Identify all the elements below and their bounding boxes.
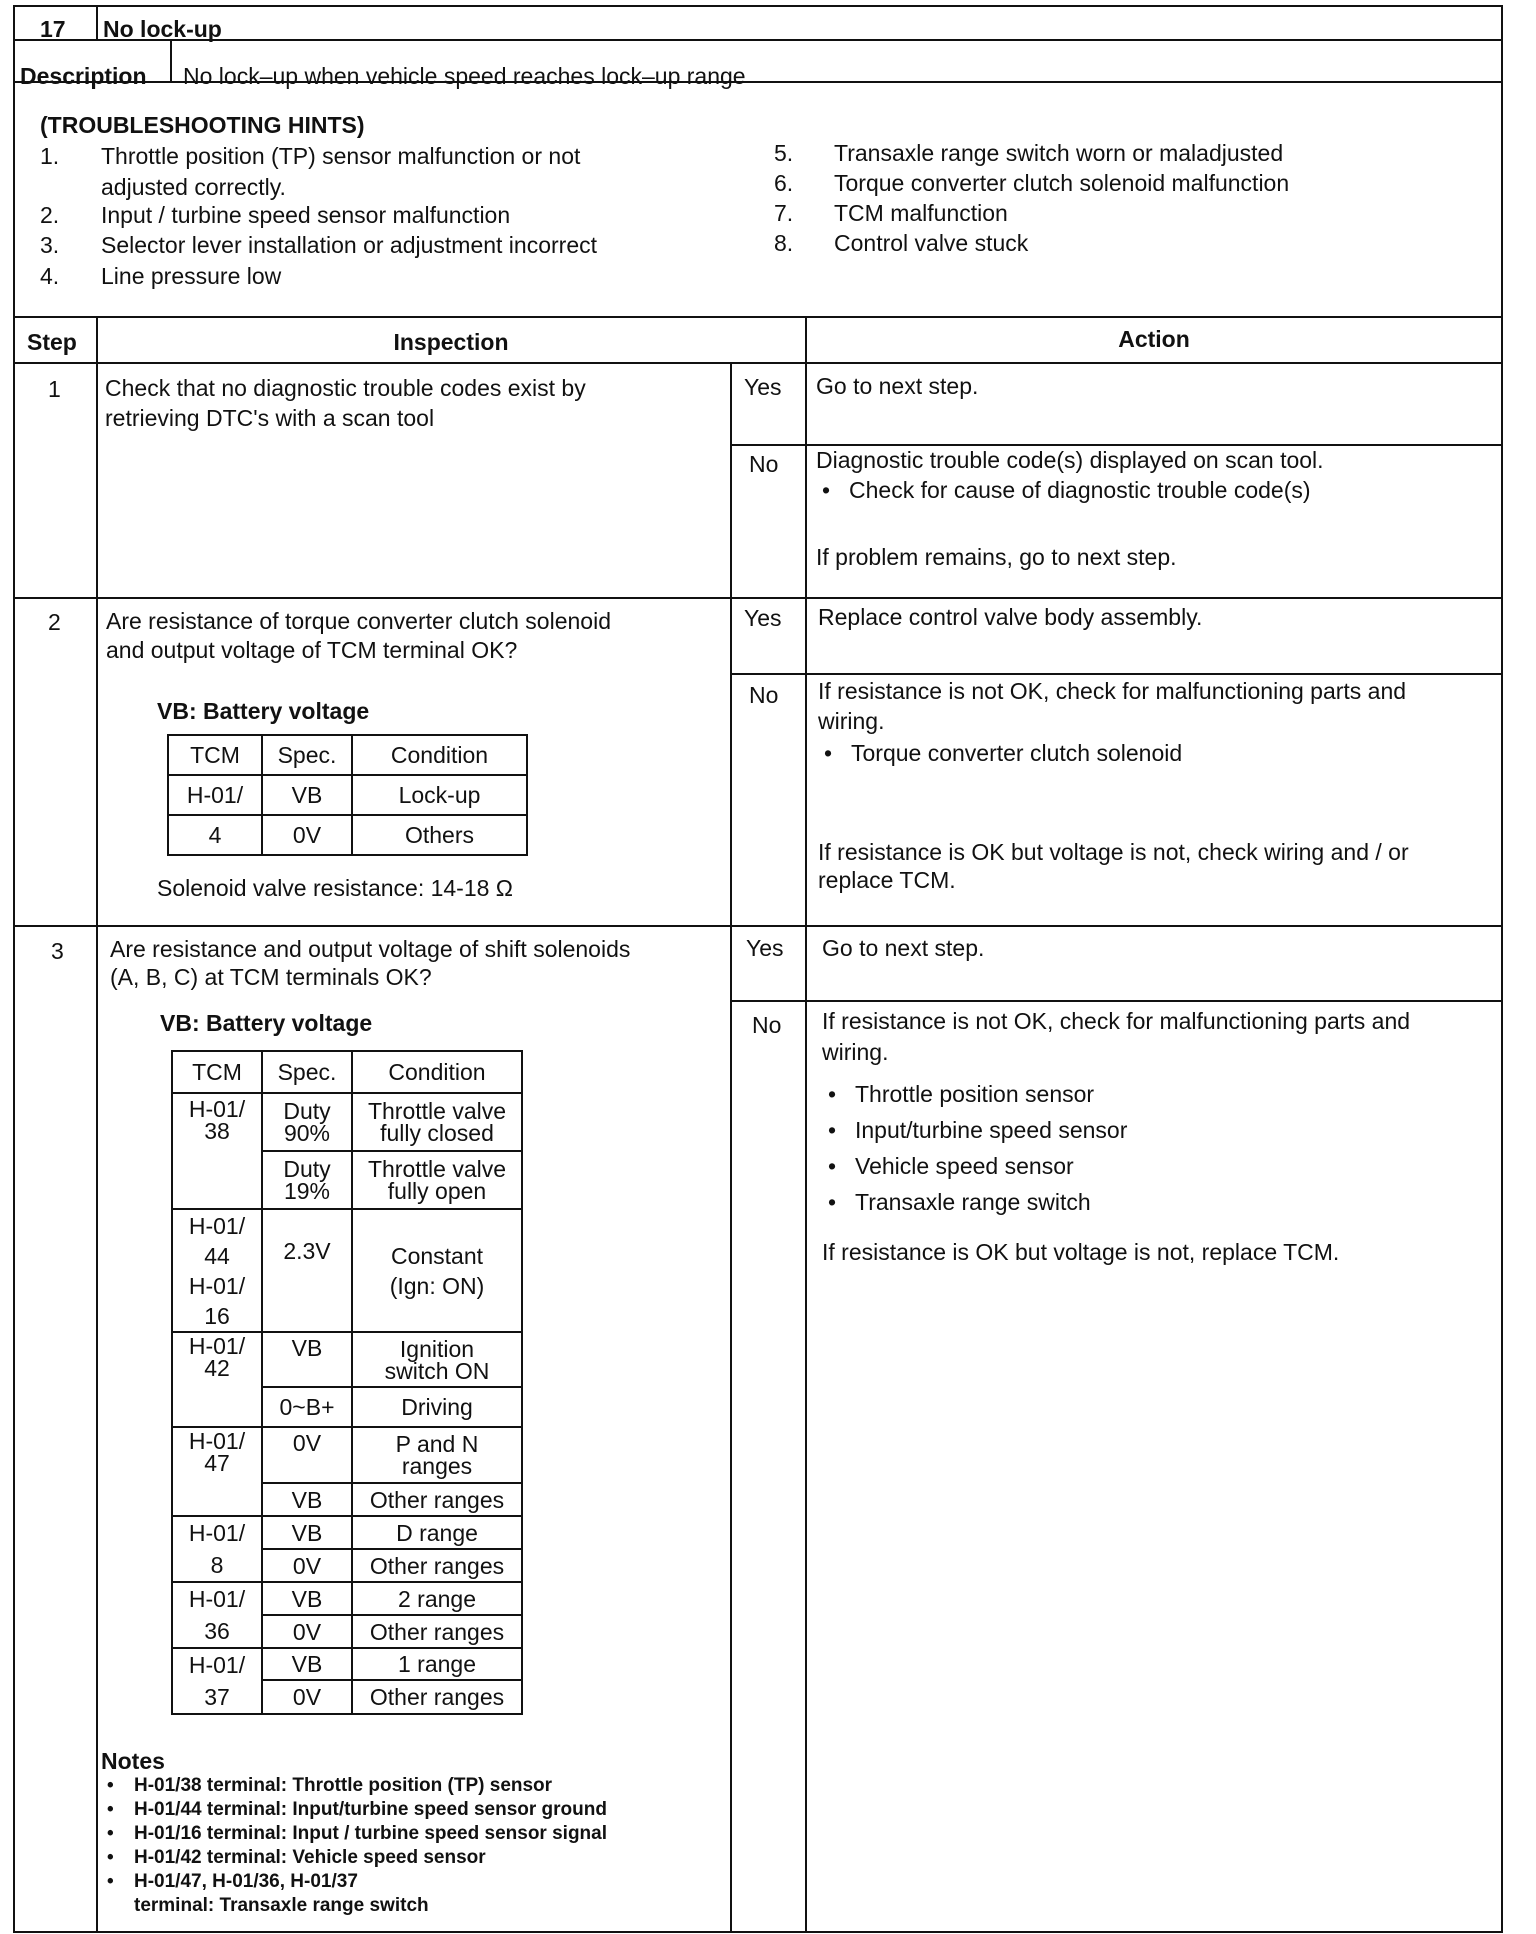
inspection-text: Check that no diagnostic trouble codes exist by <box>105 375 586 401</box>
terminal-cell: 4 <box>168 815 262 855</box>
spec-line: Duty <box>283 1156 331 1182</box>
list-item: • H-01/42 terminal: Vehicle speed sensor <box>101 1846 607 1870</box>
condition-line: (Ign: ON) <box>389 1272 485 1299</box>
list-item: • H-01/44 terminal: Input/turbine speed sensor ground <box>101 1798 607 1822</box>
terminal-line: 36 <box>204 1618 230 1644</box>
spec-cell <box>262 1209 352 1332</box>
notes-continuation: terminal: Transaxle range switch <box>134 1895 429 1916</box>
page-title: No lock-up <box>103 16 222 42</box>
divider <box>96 7 98 39</box>
divider <box>15 39 1503 41</box>
hint-number: 6. <box>774 170 794 196</box>
inspection-text: Are resistance of torque converter clutch solenoid <box>106 608 611 634</box>
notes-section <box>101 1748 607 1918</box>
divider <box>730 362 732 1933</box>
spec-cell: VB <box>262 1483 352 1516</box>
action-text: replace TCM. <box>818 867 956 893</box>
condition-cell: Other ranges <box>352 1483 522 1516</box>
table-header: Condition <box>352 735 527 775</box>
item-number: 17 <box>40 16 66 42</box>
divider <box>170 39 172 81</box>
spec-cell: 0V <box>262 1615 352 1648</box>
terminal-line: H-01/ <box>188 1652 246 1678</box>
condition-cell: Other ranges <box>352 1680 522 1714</box>
divider <box>730 673 1503 675</box>
terminal-cell <box>172 1427 262 1516</box>
action-text: If resistance is OK but voltage is not, check wiring and / or <box>818 839 1409 865</box>
hint-text: adjusted correctly. <box>101 174 286 200</box>
table-header: Spec. <box>262 735 352 775</box>
divider <box>15 362 1503 364</box>
step-number: 1 <box>48 376 61 402</box>
inspection-text: retrieving DTC's with a scan tool <box>105 405 435 431</box>
condition-line: Ignition <box>399 1335 475 1362</box>
spec-line: 19% <box>283 1178 331 1204</box>
vb-label: VB: Battery voltage <box>157 698 370 724</box>
yes-label: Yes <box>744 374 782 400</box>
condition-line: ranges <box>401 1453 473 1479</box>
terminal-cell: H-01/ <box>168 775 262 815</box>
condition-cell <box>352 1332 522 1387</box>
resistance-text: Solenoid valve resistance: 14-18 Ω <box>157 875 514 901</box>
condition-line: fully open <box>387 1178 487 1204</box>
table-header: TCM <box>168 735 262 775</box>
terminal-line: 44 <box>204 1242 230 1269</box>
action-text: wiring. <box>822 1039 889 1065</box>
spec-cell <box>262 1151 352 1209</box>
list-item: • Transaxle range switch <box>822 1184 1127 1220</box>
condition-cell <box>352 1151 522 1209</box>
condition-cell: Other ranges <box>352 1549 522 1582</box>
terminal-cell <box>172 1209 262 1332</box>
inspection-text: and output voltage of TCM terminal OK? <box>106 637 518 663</box>
hint-number: 2. <box>40 202 60 228</box>
hint-text: Input / turbine speed sensor malfunction <box>101 202 511 228</box>
spec-cell: VB <box>262 775 352 815</box>
terminal-line: 42 <box>204 1355 230 1381</box>
column-header-inspection: Inspection <box>393 329 509 355</box>
spec-line: 90% <box>283 1120 331 1146</box>
action-text: Go to next step. <box>816 373 979 399</box>
action-text: If problem remains, go to next step. <box>816 544 1177 570</box>
spec-cell: VB <box>262 1582 352 1615</box>
action-text: wiring. <box>818 708 885 734</box>
list-item: • Vehicle speed sensor <box>822 1148 1127 1184</box>
divider <box>805 316 807 1933</box>
divider <box>15 925 1503 927</box>
terminal-line: H-01/ <box>188 1096 246 1122</box>
description-label: Description <box>20 63 147 89</box>
terminal-cell <box>172 1582 262 1648</box>
step-number: 2 <box>48 609 61 635</box>
spec-cell: VB <box>262 1516 352 1549</box>
terminal-line: 8 <box>210 1552 224 1578</box>
action-text: Replace control valve body assembly. <box>818 604 1203 630</box>
hint-text: Throttle position (TP) sensor malfunction or not <box>101 143 581 169</box>
action-text: If resistance is OK but voltage is not, replace TCM. <box>822 1239 1340 1265</box>
terminal-cell <box>172 1093 262 1209</box>
condition-cell: Other ranges <box>352 1615 522 1648</box>
spec-cell: VB <box>262 1648 352 1680</box>
condition-cell: 2 range <box>352 1582 522 1615</box>
hints-title: (TROUBLESHOOTING HINTS) <box>40 112 365 138</box>
spec-cell <box>262 1332 352 1387</box>
vb-label: VB: Battery voltage <box>160 1010 373 1036</box>
spec-line: VB <box>291 1335 323 1361</box>
condition-line: fully closed <box>380 1120 494 1146</box>
terminal-line: H-01/ <box>188 1428 246 1454</box>
list-item: • Torque converter clutch solenoid <box>818 740 1182 767</box>
no-label: No <box>752 1012 782 1038</box>
spec-cell: 0V <box>262 1680 352 1714</box>
list-item: • H-01/16 terminal: Input / turbine speed sensor signal <box>101 1822 607 1846</box>
hint-number: 5. <box>774 140 794 166</box>
column-header-action: Action <box>1118 326 1190 352</box>
terminal-cell <box>172 1332 262 1427</box>
tcm-spec-table <box>167 734 528 856</box>
spec-cell: 0V <box>262 1549 352 1582</box>
terminal-cell <box>172 1516 262 1582</box>
action-bullets <box>816 477 1311 504</box>
inspection-text: (A, B, C) at TCM terminals OK? <box>110 964 432 990</box>
notes-list <box>101 1774 607 1894</box>
terminal-line: 37 <box>204 1684 230 1710</box>
condition-cell: 1 range <box>352 1648 522 1680</box>
condition-line: P and N <box>395 1431 479 1457</box>
terminal-line: H-01/ <box>188 1586 246 1612</box>
inspection-text: Are resistance and output voltage of shift solenoids <box>110 936 631 962</box>
divider <box>96 316 98 1933</box>
list-item: • H-01/38 terminal: Throttle position (TP) sensor <box>101 1774 607 1798</box>
spec-cell: 0~B+ <box>262 1387 352 1427</box>
terminal-cell <box>172 1648 262 1714</box>
list-item: • Check for cause of diagnostic trouble code(s) <box>816 477 1311 504</box>
condition-cell: Lock-up <box>352 775 527 815</box>
terminal-line: H-01/ <box>188 1520 246 1546</box>
condition-line: Throttle valve <box>367 1156 507 1182</box>
spec-cell: 0V <box>262 815 352 855</box>
action-bullets <box>818 740 1182 767</box>
action-text: If resistance is not OK, check for malfunctioning parts and <box>818 678 1407 704</box>
terminal-line: H-01/ <box>188 1272 246 1299</box>
list-item: • H-01/47, H-01/36, H-01/37 <box>101 1870 607 1894</box>
hint-number: 3. <box>40 232 60 258</box>
terminal-line: 16 <box>204 1302 230 1329</box>
hint-number: 4. <box>40 263 60 289</box>
hint-number: 8. <box>774 230 794 256</box>
tcm-spec-table <box>171 1050 523 1715</box>
action-bullets <box>822 1076 1127 1220</box>
spec-line: 2.3V <box>283 1238 331 1264</box>
spec-line: 0V <box>292 1430 322 1456</box>
action-text: Diagnostic trouble code(s) displayed on scan tool. <box>816 447 1324 473</box>
terminal-line: H-01/ <box>188 1212 246 1239</box>
hint-text: Line pressure low <box>101 263 282 289</box>
column-header-step: Step <box>27 329 77 355</box>
list-item: • Input/turbine speed sensor <box>822 1112 1127 1148</box>
condition-line: Constant <box>390 1242 484 1269</box>
no-label: No <box>749 451 779 477</box>
terminal-line: H-01/ <box>188 1333 246 1359</box>
hint-text: Torque converter clutch solenoid malfunction <box>834 170 1290 196</box>
hint-text: Transaxle range switch worn or maladjusted <box>834 140 1284 166</box>
notes-title: Notes <box>101 1748 165 1774</box>
description-text: No lock–up when vehicle speed reaches lock–up range <box>183 63 746 89</box>
condition-line: switch ON <box>384 1357 490 1384</box>
terminal-line: 38 <box>204 1118 230 1144</box>
condition-cell: Others <box>352 815 527 855</box>
condition-cell: Driving <box>352 1387 522 1427</box>
divider <box>15 597 1503 599</box>
action-text: Go to next step. <box>822 935 985 961</box>
condition-cell <box>352 1093 522 1151</box>
list-item: • Throttle position sensor <box>822 1076 1127 1112</box>
condition-line: Throttle valve <box>367 1098 507 1124</box>
condition-cell: D range <box>352 1516 522 1549</box>
table-header: TCM <box>172 1051 262 1093</box>
hint-number: 1. <box>40 143 60 169</box>
hint-text: TCM malfunction <box>834 200 1008 226</box>
condition-cell <box>352 1427 522 1483</box>
spec-cell <box>262 1427 352 1483</box>
action-text: If resistance is not OK, check for malfunctioning parts and <box>822 1008 1411 1034</box>
no-label: No <box>749 682 779 708</box>
table-header: Condition <box>352 1051 522 1093</box>
divider <box>730 1000 1503 1002</box>
divider <box>15 316 1503 318</box>
table-header: Spec. <box>262 1051 352 1093</box>
spec-cell <box>262 1093 352 1151</box>
yes-label: Yes <box>744 605 782 631</box>
terminal-line: 47 <box>204 1450 230 1476</box>
yes-label: Yes <box>746 935 784 961</box>
condition-cell <box>352 1209 522 1332</box>
step-number: 3 <box>51 938 64 964</box>
spec-line: Duty <box>283 1098 331 1124</box>
hint-text: Selector lever installation or adjustment incorrect <box>101 232 598 258</box>
hint-number: 7. <box>774 200 794 226</box>
hint-text: Control valve stuck <box>834 230 1029 256</box>
